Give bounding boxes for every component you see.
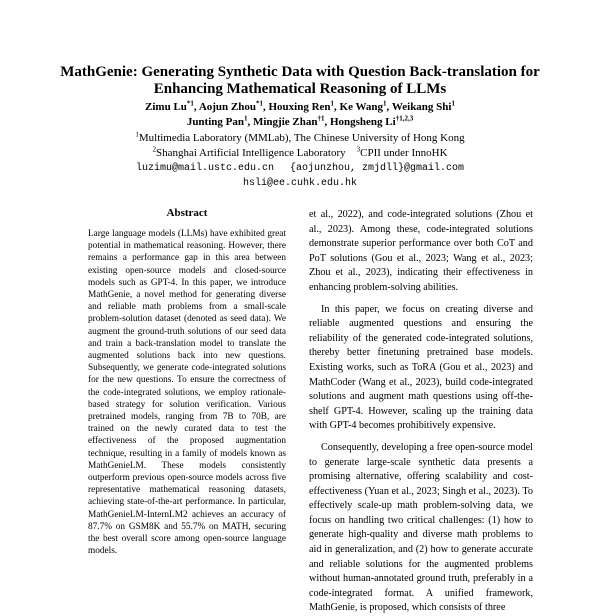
author-name: Hongsheng Li (329, 116, 396, 128)
title-line-1: MathGenie: Generating Synthetic Data with Question Back-translation for (60, 64, 540, 80)
author-name: Houxing Ren (268, 101, 331, 113)
author-name: Aojun Zhou (198, 101, 256, 113)
affiliation-mark: 2 (152, 145, 156, 154)
author-name: Ke Wang (339, 101, 384, 113)
abstract-heading: Abstract (166, 207, 208, 219)
author-mark: 1 (383, 99, 387, 108)
author-name: Weikang Shi (391, 101, 452, 113)
author-mark: 1 (330, 99, 335, 108)
title-line-2: Enhancing Mathematical Reasoning of LLMs (153, 81, 447, 97)
author-mark: †1,2,3 (395, 114, 414, 123)
author-mark: *1 (255, 99, 263, 108)
author-mark: 1 (243, 114, 248, 123)
affiliation-3: CPII under InnoHK (360, 147, 448, 159)
intro-paragraph-1: et al., 2022), and code-integrated solutions (Zhou et al., 2023). Among these, code-integrated solutions demonstrate superior performance over both CoT and PoT solutions (Gou et al., 2023; Wang et al., 2023; Zhou et al., 2023), indicating their effectiveness in enhancing problem-solving abilities. (309, 209, 533, 293)
introduction-column (309, 208, 533, 614)
affiliation-1: Multimedia Laboratory (MMLab), The Chinese University of Hong Kong (138, 132, 465, 144)
author-mark: 1 (451, 99, 455, 108)
author-name: Zimu Lu (145, 101, 187, 113)
paper-title (40, 64, 560, 98)
abstract-column (88, 207, 286, 557)
intro-paragraph-2: In this paper, we focus on creating diverse and reliable augmented questions and ensuring the reliability of the generated code-integrated solutions, thereby better finetuning pretrained base models. Existing works, such as ToRA (Gou et al., 2023) and MathCoder (Wang et al., 2023), build code-integrated solutions and augment math questions using off-the-shelf GPT-4. However, scaling up the training data with GPT-4 becomes prohibitively expensive. (309, 303, 533, 432)
author-name: Junting Pan (186, 116, 244, 128)
author-list: Zimu Lu$^{*1}$, Aojun Zhou$^{*1}$, Houxing Ren$^1$, Ke Wang$^1$, Weikang Shi$^1$ Junting Pan$^1$, Mingjie Zhan$^{\dagger 1}$, Hongsheng Li$^{\dagger 1,2,3}$ (145, 99, 455, 128)
email-block (60, 161, 540, 191)
author-mark: †1 (317, 114, 325, 123)
author-name: Mingjie Zhan (252, 116, 318, 128)
email-3[interactable]: hsli@ee.cuhk.edu.hk (242, 178, 358, 189)
affiliation-mark: 3 (356, 145, 361, 154)
email-1[interactable]: luzimu@mail.ustc.edu.cn (135, 163, 274, 174)
affiliation-2: Shanghai Artificial Intelligence Laboratory (155, 147, 346, 159)
abstract-text: Large language models (LLMs) have exhibited great potential in mathematical reasoning. However, there remains a performance gap in this area between existing open-source models and closed-source models such as GPT-4. In this paper, we introduce MathGenie, a novel method for generating diverse and reliable math problems from a small-scale problem-solution dataset (denoted as seed data). We augment the ground-truth solutions of our seed data and train a back-translation model to translate the augmented solutions back into new questions. Subsequently, we generate code-integrated solutions for the new questions. To ensure the correctness of the code-integrated solutions, we employ rationale-based strategy for solution verification. Various pretrained models, ranging from 7B to 70B, are trained on the newly curated data to test the effectiveness of the proposed augmentation technique, resulting in a family of models known as MathGenieLM. These models consistently outperform previous open-source models across five representative mathematical reasoning datasets, achieving state-of-the-art performance. In particular, MathGenieLM-InternLM2 achieves an accuracy of 87.7% on GSM8K and 55.7% on MATH, securing the best overall score among open-source language models. (88, 229, 286, 557)
author-mark: *1 (186, 99, 194, 108)
affiliation-mark: 1 (135, 130, 139, 139)
intro-paragraph-3: Consequently, developing a free open-source model to generate large-scale synthetic data presents a promising alternative, offering scalability and cost-effectiveness (Yuan et al., 2023; Singh et al., 2023). To effectively scale-up math problem-solving data, we focus on handling two critical challenges: (1) how to generate high-quality and diverse math problems to aid in generalization, and (2) how to generate accurate and reliable solutions for the augmented problems without human-annotated ground truth, preferably in a code-integrated format. A unified framework, MathGenie, is proposed, which consists of three (309, 441, 533, 614)
affiliations (60, 131, 540, 161)
email-2[interactable]: {aojunzhou, zmjdll}@gmail.com (290, 163, 465, 174)
